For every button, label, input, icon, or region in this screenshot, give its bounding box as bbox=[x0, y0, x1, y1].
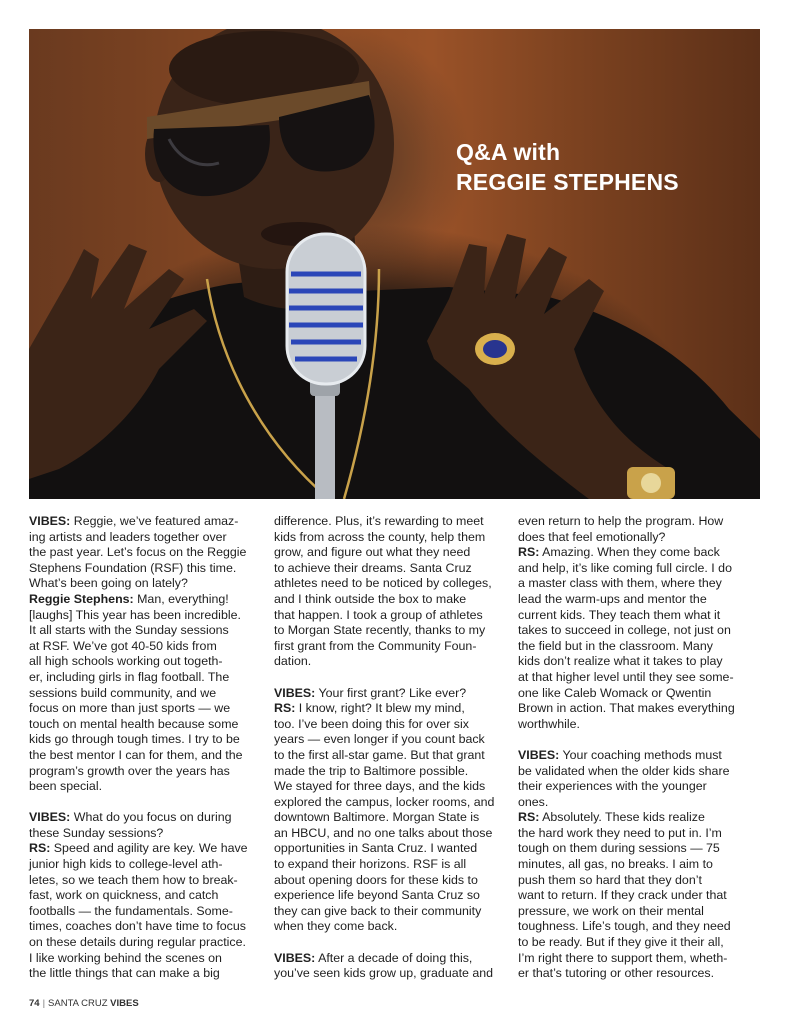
text-line bbox=[29, 654, 257, 670]
text-line bbox=[274, 561, 502, 577]
speaker-label: VIBES: bbox=[274, 685, 316, 700]
text-line bbox=[274, 888, 502, 904]
text-line bbox=[29, 779, 257, 795]
text-line bbox=[274, 826, 502, 842]
interview-paragraph bbox=[29, 514, 257, 592]
magazine-name-bold: VIBES bbox=[110, 998, 139, 1009]
text-line bbox=[518, 904, 746, 920]
line-text: been special. bbox=[29, 779, 103, 794]
line-text: the field but in the classroom. Many bbox=[518, 638, 713, 653]
text-line bbox=[518, 857, 746, 873]
speaker-label: RS: bbox=[274, 701, 296, 716]
text-line bbox=[274, 841, 502, 857]
text-line bbox=[518, 841, 746, 857]
text-line bbox=[274, 764, 502, 780]
line-text: one like Caleb Womack or Qwentin bbox=[518, 685, 712, 700]
text-line bbox=[518, 670, 746, 686]
text-line bbox=[518, 530, 746, 546]
line-text: minutes, all gas, no breaks. I aim to bbox=[518, 857, 713, 872]
line-text: letes, so we teach them how to break- bbox=[29, 872, 238, 887]
line-text: takes to succeed in college, not just on bbox=[518, 623, 731, 638]
text-line bbox=[274, 608, 502, 624]
line-text: the past year. Let’s focus on the Reggie bbox=[29, 545, 247, 560]
line-text: difference. Plus, it’s rewarding to meet bbox=[274, 514, 484, 528]
line-text: pressure, we work on their mental bbox=[518, 903, 704, 918]
text-line bbox=[274, 966, 502, 982]
text-line bbox=[29, 561, 257, 577]
text-line bbox=[29, 545, 257, 561]
line-text: about opening doors for these kids to bbox=[274, 872, 478, 887]
line-text: lead the warm-ups and mentor the bbox=[518, 591, 707, 606]
line-text: We stayed for three days, and the kids bbox=[274, 779, 486, 794]
text-line bbox=[518, 888, 746, 904]
line-text: their experiences with the younger bbox=[518, 779, 707, 794]
line-text: push them so hard that they don’t bbox=[518, 872, 702, 887]
hero-photo bbox=[29, 29, 760, 499]
text-line bbox=[518, 592, 746, 608]
text-line bbox=[29, 919, 257, 935]
line-text: times, coaches don’t have time to focus bbox=[29, 919, 246, 934]
line-text: junior high kids to college-level ath- bbox=[29, 857, 223, 872]
line-text: fast, work on quickness, and catch bbox=[29, 888, 219, 903]
portrait-illustration bbox=[29, 29, 760, 499]
line-text: I like working behind the scenes on bbox=[29, 950, 222, 965]
text-line bbox=[518, 873, 746, 889]
line-text: all high schools working out togeth- bbox=[29, 654, 223, 669]
text-line bbox=[518, 561, 746, 577]
text-line bbox=[29, 576, 257, 592]
line-text: that happen. I took a group of athletes bbox=[274, 607, 483, 622]
text-line bbox=[274, 857, 502, 873]
speaker-label: VIBES: bbox=[274, 950, 316, 965]
line-text: er, including girls in flag football. The bbox=[29, 669, 230, 684]
text-line bbox=[274, 717, 502, 733]
text-line bbox=[29, 748, 257, 764]
text-column-1 bbox=[29, 514, 257, 982]
line-text: to achieve their dreams. Santa Cruz bbox=[274, 560, 472, 575]
interview-paragraph bbox=[274, 514, 502, 670]
text-line bbox=[29, 686, 257, 702]
line-text: What do you focus on during bbox=[73, 810, 232, 825]
line-text: athletes need to be noticed by colleges, bbox=[274, 576, 492, 591]
line-text: to the first all-star game. But that grant bbox=[274, 747, 485, 762]
line-text: does that feel emotionally? bbox=[518, 529, 666, 544]
line-text: to Morgan State recently, thanks to my bbox=[274, 623, 486, 638]
line-text: these Sunday sessions? bbox=[29, 825, 164, 840]
interview-paragraph bbox=[29, 841, 257, 981]
interview-paragraph bbox=[518, 514, 746, 545]
line-text: at that higher level until they see some- bbox=[518, 669, 734, 684]
text-line bbox=[29, 873, 257, 889]
text-line bbox=[274, 810, 502, 826]
text-line bbox=[518, 764, 746, 780]
line-text: they can give back to their community bbox=[274, 903, 482, 918]
text-line bbox=[29, 951, 257, 967]
text-line bbox=[518, 639, 746, 655]
text-line bbox=[274, 748, 502, 764]
speaker-label: RS: bbox=[29, 841, 51, 856]
speaker-label: Reggie Stephens: bbox=[29, 591, 134, 606]
line-text: touch on mental health because some bbox=[29, 716, 239, 731]
text-line bbox=[274, 779, 502, 795]
magazine-name: SANTA CRUZ bbox=[48, 998, 108, 1009]
line-text: program’s growth over the years has bbox=[29, 763, 230, 778]
line-text: Stephens Foundation (RSF) this time. bbox=[29, 560, 237, 575]
line-text: downtown Baltimore. Morgan State is bbox=[274, 810, 480, 825]
text-line bbox=[29, 966, 257, 982]
line-text: and help, it’s like coming full circle. I do bbox=[518, 560, 732, 575]
text-line bbox=[518, 608, 746, 624]
page-number: 74 bbox=[29, 998, 40, 1009]
text-line bbox=[518, 951, 746, 967]
line-text: toughness. Life’s tough, and they need bbox=[518, 919, 731, 934]
line-text: What’s been going on lately? bbox=[29, 576, 188, 591]
text-line bbox=[274, 576, 502, 592]
text-line bbox=[274, 639, 502, 655]
text-line bbox=[29, 841, 257, 857]
text-line bbox=[29, 810, 257, 826]
line-text: I’m right there to support them, wheth- bbox=[518, 950, 728, 965]
text-line bbox=[29, 732, 257, 748]
text-line bbox=[29, 904, 257, 920]
text-line bbox=[29, 514, 257, 530]
article-title-line-1: Q&A with bbox=[456, 139, 561, 165]
line-text: experience life beyond Santa Cruz so bbox=[274, 888, 480, 903]
line-text: ing artists and leaders together over bbox=[29, 529, 227, 544]
text-line bbox=[29, 826, 257, 842]
line-text: at RSF. We’ve got 40-50 kids from bbox=[29, 638, 217, 653]
line-text: focus on more than just sports — we bbox=[29, 701, 231, 716]
text-line bbox=[29, 764, 257, 780]
text-line bbox=[29, 935, 257, 951]
page-folio bbox=[29, 998, 139, 1009]
text-line bbox=[518, 654, 746, 670]
speaker-label: RS: bbox=[518, 545, 540, 560]
text-line bbox=[29, 888, 257, 904]
line-text: to be ready. But if they give it their all, bbox=[518, 935, 724, 950]
speaker-label: VIBES: bbox=[29, 810, 71, 825]
line-text: er that’s tutoring or other resources. bbox=[518, 966, 715, 981]
speaker-label: VIBES: bbox=[29, 514, 71, 528]
line-text: grow, and figure out what they need bbox=[274, 545, 471, 560]
line-text: Brown in action. That makes everything bbox=[518, 701, 735, 716]
text-line bbox=[274, 545, 502, 561]
text-line bbox=[274, 530, 502, 546]
text-line bbox=[518, 826, 746, 842]
text-line bbox=[29, 670, 257, 686]
line-text: opportunities in Santa Cruz. I wanted bbox=[274, 841, 478, 856]
line-text: an HBCU, and no one talks about those bbox=[274, 825, 493, 840]
text-line bbox=[518, 701, 746, 717]
text-line bbox=[274, 951, 502, 967]
text-line bbox=[518, 748, 746, 764]
text-line bbox=[518, 717, 746, 733]
line-text: After a decade of doing this, bbox=[318, 950, 473, 965]
line-text: first grant from the Community Foun- bbox=[274, 638, 477, 653]
interview-paragraph bbox=[518, 810, 746, 982]
line-text: you’ve seen kids grow up, graduate and bbox=[274, 966, 494, 981]
text-line bbox=[29, 623, 257, 639]
text-line bbox=[274, 623, 502, 639]
line-text: footballs — the fundamentals. Some- bbox=[29, 903, 233, 918]
line-text: I know, right? It blew my mind, bbox=[298, 701, 465, 716]
folio-separator: | bbox=[42, 998, 46, 1009]
text-line bbox=[518, 686, 746, 702]
text-line bbox=[29, 717, 257, 733]
text-line bbox=[274, 795, 502, 811]
line-text: sessions build community, and we bbox=[29, 685, 217, 700]
text-line bbox=[518, 545, 746, 561]
interview-paragraph bbox=[274, 701, 502, 935]
text-column-2 bbox=[274, 514, 502, 982]
line-text: made the trip to Baltimore possible. bbox=[274, 763, 469, 778]
text-line bbox=[29, 530, 257, 546]
text-line bbox=[518, 919, 746, 935]
text-line bbox=[274, 873, 502, 889]
text-line bbox=[518, 966, 746, 982]
text-line bbox=[274, 701, 502, 717]
line-text: too. I’ve been doing this for over six bbox=[274, 716, 469, 731]
line-text: It all starts with the Sunday sessions bbox=[29, 623, 229, 638]
line-text: the hard work they need to put in. I’m bbox=[518, 825, 722, 840]
line-text: want to return. If they crack under that bbox=[518, 888, 727, 903]
line-text: Amazing. When they come back bbox=[542, 545, 720, 560]
line-text: kids from across the county, help them bbox=[274, 529, 486, 544]
text-line bbox=[518, 795, 746, 811]
text-line bbox=[274, 514, 502, 530]
text-line bbox=[29, 701, 257, 717]
text-line bbox=[518, 935, 746, 951]
interview-paragraph bbox=[29, 592, 257, 795]
line-text: to expand their horizons. RSF is all bbox=[274, 857, 467, 872]
line-text: and I think outside the box to make bbox=[274, 591, 467, 606]
interview-paragraph bbox=[274, 951, 502, 982]
line-text: worthwhile. bbox=[518, 716, 580, 731]
text-column-3 bbox=[518, 514, 746, 982]
text-line bbox=[29, 592, 257, 608]
speaker-label: VIBES: bbox=[518, 747, 560, 762]
line-text: [laughs] This year has been incredible. bbox=[29, 607, 241, 622]
text-line bbox=[518, 576, 746, 592]
line-text: Speed and agility are key. We have bbox=[53, 841, 248, 856]
text-line bbox=[274, 686, 502, 702]
article-title bbox=[456, 137, 679, 197]
line-text: a master class with them, where they bbox=[518, 576, 722, 591]
line-text: the best mentor I can for them, and the bbox=[29, 747, 243, 762]
text-line bbox=[518, 514, 746, 530]
speaker-label: RS: bbox=[518, 810, 540, 825]
line-text: explored the campus, locker rooms, and bbox=[274, 794, 495, 809]
line-text: dation. bbox=[274, 654, 312, 669]
text-line bbox=[518, 779, 746, 795]
text-line bbox=[29, 608, 257, 624]
line-text: ones. bbox=[518, 794, 549, 809]
line-text: kids go through tough times. I try to be bbox=[29, 732, 240, 747]
interview-paragraph bbox=[274, 686, 502, 702]
line-text: be validated when the older kids share bbox=[518, 763, 730, 778]
line-text: years — even longer if you count back bbox=[274, 732, 485, 747]
line-text: even return to help the program. How bbox=[518, 514, 724, 528]
line-text: tough on them during sessions — 75 bbox=[518, 841, 720, 856]
line-text: current kids. They teach them what it bbox=[518, 607, 721, 622]
line-text: the little things that can make a big bbox=[29, 966, 220, 981]
text-line bbox=[274, 919, 502, 935]
line-text: Your first grant? Like ever? bbox=[318, 685, 467, 700]
text-line bbox=[29, 857, 257, 873]
text-line bbox=[274, 732, 502, 748]
line-text: kids don’t realize what it takes to play bbox=[518, 654, 723, 669]
line-text: Your coaching methods must bbox=[562, 747, 722, 762]
text-line bbox=[518, 810, 746, 826]
line-text: Absolutely. These kids realize bbox=[542, 810, 705, 825]
article-title-line-2: REGGIE STEPHENS bbox=[456, 169, 679, 195]
text-line bbox=[274, 904, 502, 920]
line-text: on these details during regular practice. bbox=[29, 935, 246, 950]
line-text: Reggie, we’ve featured amaz- bbox=[73, 514, 239, 528]
text-line bbox=[29, 639, 257, 655]
line-text: Man, everything! bbox=[137, 591, 229, 606]
text-line bbox=[274, 592, 502, 608]
text-line bbox=[274, 654, 502, 670]
line-text: when they come back. bbox=[274, 919, 398, 934]
text-line bbox=[518, 623, 746, 639]
interview-paragraph bbox=[518, 748, 746, 810]
interview-paragraph bbox=[518, 545, 746, 732]
interview-paragraph bbox=[29, 810, 257, 841]
